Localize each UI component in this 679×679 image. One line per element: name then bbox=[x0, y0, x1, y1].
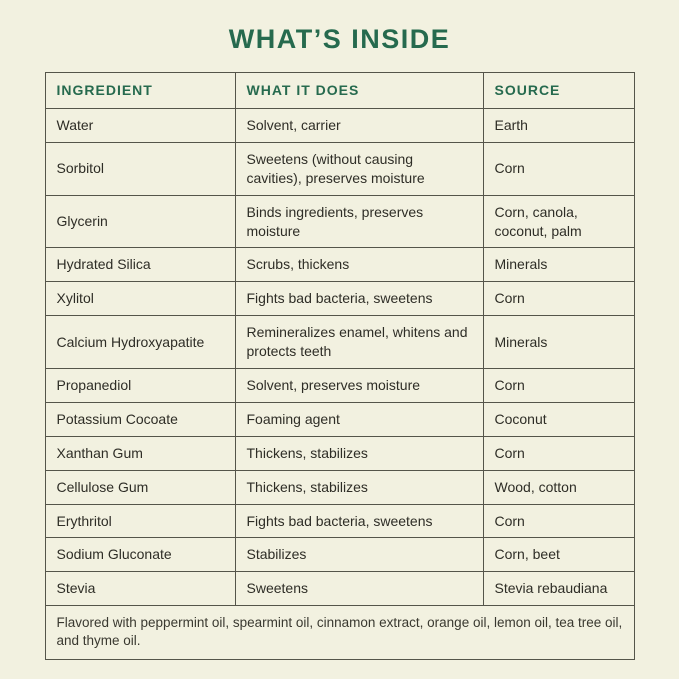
table-row bbox=[45, 316, 634, 369]
ingredient-cell: Sodium Gluconate bbox=[45, 538, 235, 572]
footer-row bbox=[45, 606, 634, 659]
header-what-it-does: WHAT IT DOES bbox=[235, 73, 483, 109]
what-it-does-cell: Sweetens bbox=[235, 572, 483, 606]
table-row bbox=[45, 402, 634, 436]
ingredient-cell: Xylitol bbox=[45, 282, 235, 316]
table-row bbox=[45, 436, 634, 470]
what-it-does-cell: Scrubs, thickens bbox=[235, 248, 483, 282]
source-cell: Wood, cotton bbox=[483, 470, 634, 504]
ingredient-cell: Erythritol bbox=[45, 504, 235, 538]
ingredient-cell: Sorbitol bbox=[45, 142, 235, 195]
source-cell: Coconut bbox=[483, 402, 634, 436]
table-row bbox=[45, 282, 634, 316]
source-cell: Earth bbox=[483, 109, 634, 143]
ingredient-cell: Calcium Hydroxyapatite bbox=[45, 316, 235, 369]
ingredients-table-body bbox=[45, 109, 634, 606]
table-row bbox=[45, 142, 634, 195]
ingredient-cell: Glycerin bbox=[45, 195, 235, 248]
ingredient-cell: Hydrated Silica bbox=[45, 248, 235, 282]
table-row bbox=[45, 248, 634, 282]
source-cell: Minerals bbox=[483, 316, 634, 369]
header-source: SOURCE bbox=[483, 73, 634, 109]
ingredient-cell: Cellulose Gum bbox=[45, 470, 235, 504]
source-cell: Corn bbox=[483, 504, 634, 538]
source-cell: Stevia rebaudiana bbox=[483, 572, 634, 606]
what-it-does-cell: Stabilizes bbox=[235, 538, 483, 572]
table-row bbox=[45, 195, 634, 248]
table-row bbox=[45, 470, 634, 504]
table-row bbox=[45, 109, 634, 143]
source-cell: Corn, canola, coconut, palm bbox=[483, 195, 634, 248]
table-row bbox=[45, 369, 634, 403]
header-row bbox=[45, 73, 634, 109]
table-row bbox=[45, 504, 634, 538]
what-it-does-cell: Remineralizes enamel, whitens and protects teeth bbox=[235, 316, 483, 369]
ingredient-cell: Stevia bbox=[45, 572, 235, 606]
flavor-note: Flavored with peppermint oil, spearmint oil, cinnamon extract, orange oil, lemon oil, tea tree oil, and thyme oil. bbox=[45, 606, 634, 659]
what-it-does-cell: Thickens, stabilizes bbox=[235, 436, 483, 470]
what-it-does-cell: Fights bad bacteria, sweetens bbox=[235, 282, 483, 316]
source-cell: Corn bbox=[483, 436, 634, 470]
what-it-does-cell: Foaming agent bbox=[235, 402, 483, 436]
page-title: WHAT’S INSIDE bbox=[228, 24, 451, 54]
source-cell: Corn bbox=[483, 369, 634, 403]
ingredient-cell: Potassium Cocoate bbox=[45, 402, 235, 436]
source-cell: Corn bbox=[483, 282, 634, 316]
what-it-does-cell: Binds ingredients, preserves moisture bbox=[235, 195, 483, 248]
ingredient-cell: Water bbox=[45, 109, 235, 143]
ingredient-cell: Xanthan Gum bbox=[45, 436, 235, 470]
what-it-does-cell: Sweetens (without causing cavities), preserves moisture bbox=[235, 142, 483, 195]
ingredient-cell: Propanediol bbox=[45, 369, 235, 403]
table-row bbox=[45, 538, 634, 572]
source-cell: Corn bbox=[483, 142, 634, 195]
ingredients-table bbox=[45, 72, 635, 660]
source-cell: Corn, beet bbox=[483, 538, 634, 572]
what-it-does-cell: Thickens, stabilizes bbox=[235, 470, 483, 504]
header-ingredient: INGREDIENT bbox=[45, 73, 235, 109]
table-row bbox=[45, 572, 634, 606]
what-it-does-cell: Fights bad bacteria, sweetens bbox=[235, 504, 483, 538]
source-cell: Minerals bbox=[483, 248, 634, 282]
what-it-does-cell: Solvent, preserves moisture bbox=[235, 369, 483, 403]
what-it-does-cell: Solvent, carrier bbox=[235, 109, 483, 143]
